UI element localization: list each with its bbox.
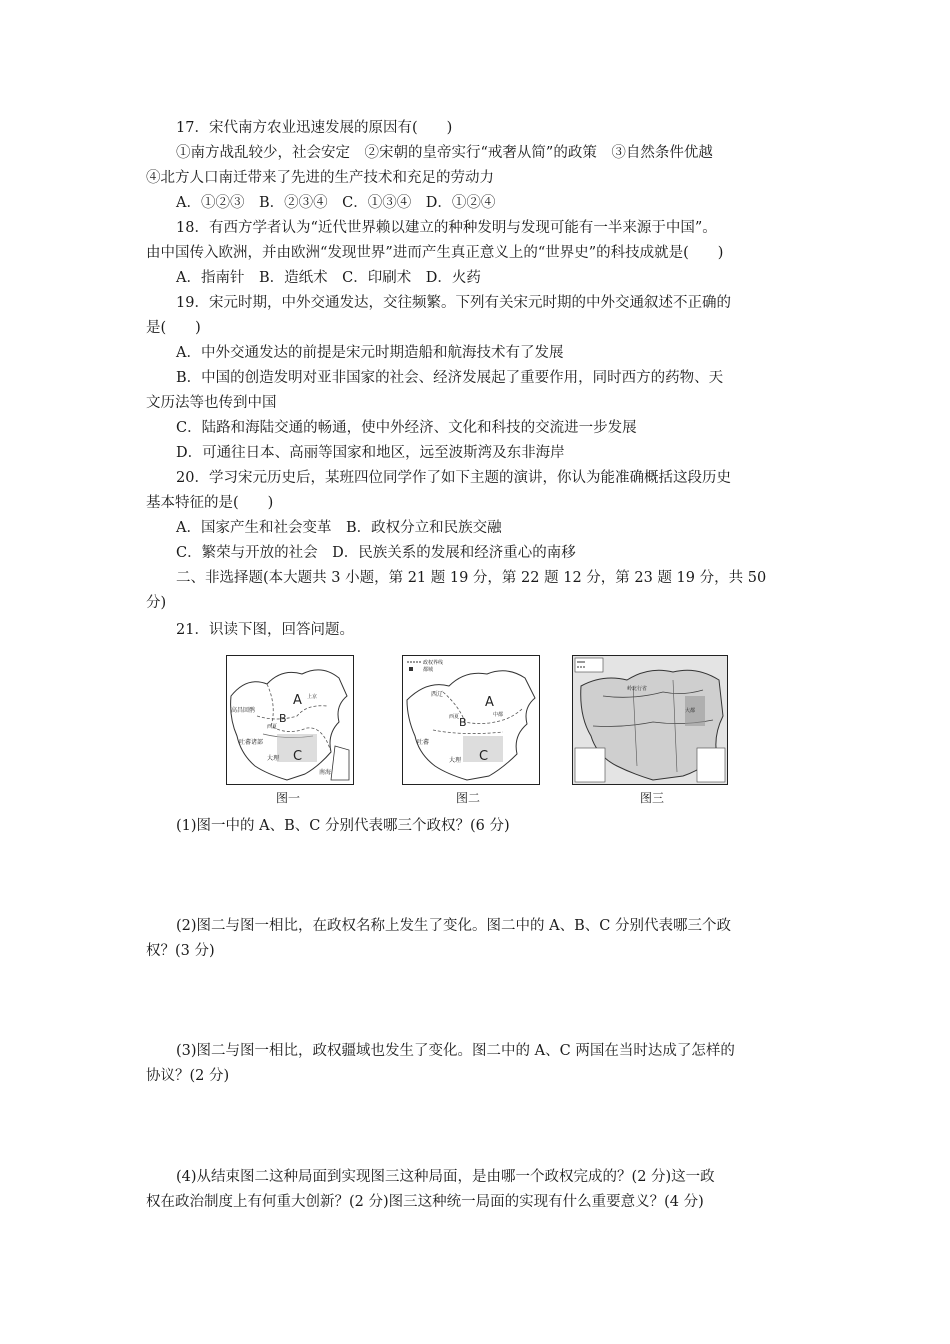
map2-label-xixia: 西夏 bbox=[449, 714, 460, 720]
map2-label-c: C bbox=[479, 749, 489, 764]
map3-label-dadu: 大都 bbox=[685, 708, 696, 714]
q20-options-ab: A．国家产生和社会变革 B．政权分立和民族交融 bbox=[176, 520, 502, 536]
q18-stem-cont: 由中国传入欧洲，并由欧洲“发现世界”进而产生真正意义上的“世界史”的科技成就是( ) bbox=[146, 245, 724, 261]
map-3 bbox=[572, 655, 728, 785]
map-1-caption: 图一 bbox=[276, 791, 301, 805]
q17-stem: 17．宋代南方农业迅速发展的原因有( ) bbox=[176, 120, 453, 136]
q21-part-3: (3)图二与图一相比，政权疆域也发生了变化。图二中的 A、C 两国在当时达成了怎样的 bbox=[176, 1043, 735, 1059]
map-3-caption: 图三 bbox=[640, 791, 665, 805]
map-figures bbox=[226, 655, 726, 805]
q17-options: A．①②③ B．②③④ C．①③④ D．①②④ bbox=[176, 195, 496, 211]
q18-stem: 18．有西方学者认为“近代世界赖以建立的种种发明与发现可能有一半来源于中国”。 bbox=[176, 220, 717, 236]
map-2-caption: 图二 bbox=[456, 791, 481, 805]
q20-options-cd: C．繁荣与开放的社会 D．民族关系的发展和经济重心的南移 bbox=[176, 545, 576, 561]
section-2-heading: 二、非选择题(本大题共 3 小题，第 21 题 19 分，第 22 题 12 分，第 23 题 19 分，共 50 bbox=[176, 570, 767, 586]
q21-part-1: (1)图一中的 A、B、C 分别代表哪三个政权？(6 分) bbox=[176, 818, 510, 834]
map2-label-zhongdu: 中都 bbox=[493, 712, 504, 718]
q19-option-d: D．可通往日本、高丽等国家和地区，远至波斯湾及东非海岸 bbox=[176, 445, 565, 461]
map1-label-gaochang: 高昌回鹘 bbox=[231, 707, 256, 714]
map1-label-dali: 大理 bbox=[267, 755, 280, 762]
map-2 bbox=[402, 655, 540, 785]
q20-stem: 20．学习宋元历史后，某班四位同学作了如下主题的演讲，你认为能准确概括这段历史 bbox=[176, 470, 731, 486]
q19-option-c: C．陆路和海陆交通的畅通，使中外经济、文化和科技的交流进一步发展 bbox=[176, 420, 637, 436]
map1-label-tubo: 吐蕃诸部 bbox=[239, 739, 264, 746]
q21-stem: 21．识读下图，回答问题。 bbox=[176, 622, 354, 638]
map2-legend-border: 政权界线 bbox=[423, 660, 444, 666]
map2-legend-capital: 都城 bbox=[423, 667, 434, 673]
q17-statements: ①南方战乱较少，社会安定 ②宋朝的皇帝实行“戒奢从简”的政策 ③自然条件优越 bbox=[176, 145, 713, 161]
map2-label-a: A bbox=[485, 695, 494, 710]
map1-label-shangjing: 上京 bbox=[307, 694, 318, 700]
q19-option-b: B．中国的创造发明对亚非国家的社会、经济发展起了重要作用，同时西方的药物、天 bbox=[176, 370, 724, 386]
q19-option-a: A．中外交通发达的前提是宋元时期造船和航海技术有了发展 bbox=[176, 345, 564, 361]
q20-stem-cont: 基本特征的是( ) bbox=[146, 495, 274, 511]
q18-options: A．指南针 B．造纸术 C．印刷术 D．火药 bbox=[176, 270, 481, 286]
q19-stem-cont: 是( ) bbox=[146, 320, 201, 336]
section-2-heading-cont: 分) bbox=[146, 595, 167, 611]
q19-option-b-cont: 文历法等也传到中国 bbox=[146, 395, 277, 411]
map-1 bbox=[226, 655, 354, 785]
map2-label-tubo: 吐蕃 bbox=[417, 739, 430, 746]
map2-label-dali: 大理 bbox=[449, 757, 462, 764]
q21-part-3-cont: 协议？(2 分) bbox=[146, 1068, 230, 1084]
q21-part-4-cont: 权在政治制度上有何重大创新？(2 分)图三这种统一局面的实现有什么重要意义？(4 分) bbox=[146, 1194, 704, 1210]
q21-part-2: (2)图二与图一相比，在政权名称上发生了变化。图二中的 A、B、C 分别代表哪三个政 bbox=[176, 918, 731, 934]
map2-label-b: B bbox=[459, 716, 467, 729]
map1-label-nanhai: 南海 bbox=[319, 769, 332, 776]
map1-label-b: B bbox=[279, 712, 287, 725]
map1-label-a: A bbox=[293, 693, 302, 708]
map1-label-xixia: 西夏 bbox=[267, 724, 278, 730]
map1-label-c: C bbox=[293, 749, 303, 764]
q21-part-2-cont: 权？(3 分) bbox=[146, 943, 215, 959]
map3-label-lingbei: 岭北行省 bbox=[627, 686, 648, 692]
q19-stem: 19．宋元时期，中外交通发达，交往频繁。下列有关宋元时期的中外交通叙述不正确的 bbox=[176, 295, 731, 311]
q21-part-4: (4)从结束图二这种局面到实现图三这种局面，是由哪一个政权完成的？(2 分)这一政 bbox=[176, 1169, 715, 1185]
q17-statement-4: ④北方人口南迁带来了先进的生产技术和充足的劳动力 bbox=[146, 170, 494, 186]
map2-label-xiliao: 西辽 bbox=[431, 691, 444, 698]
